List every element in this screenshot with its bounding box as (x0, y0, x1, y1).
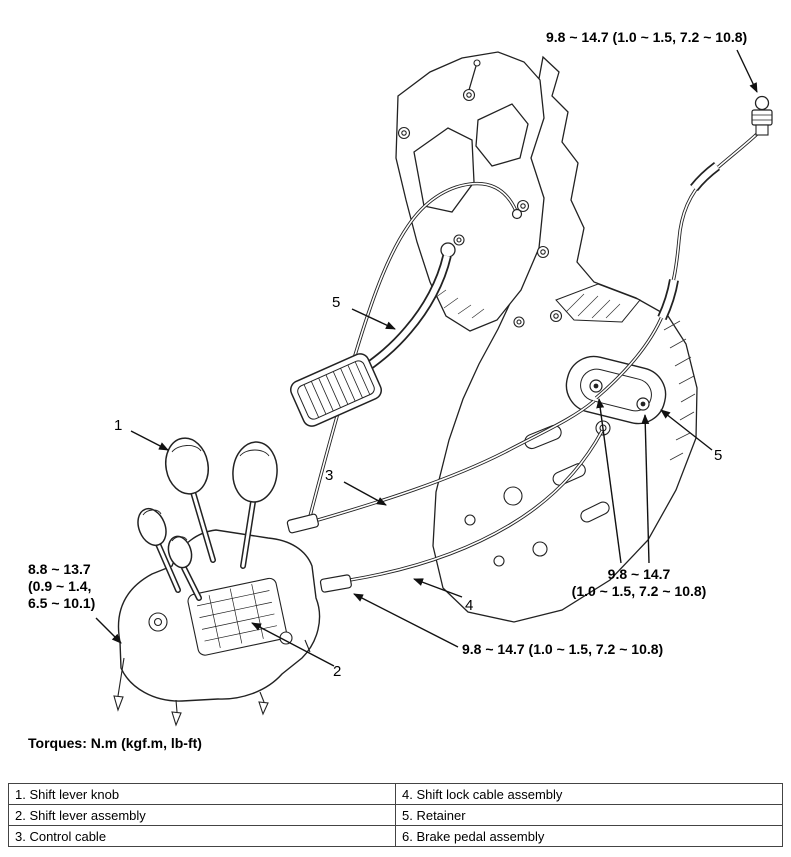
torque-line: 9.8 ~ 14.7 (607, 566, 671, 582)
legend-item-1: 1. Shift lever knob (9, 784, 396, 805)
legend-item-5: 5. Retainer (396, 805, 783, 826)
torque-line: 6.5 ~ 10.1) (28, 595, 96, 611)
torque-line: (0.9 ~ 1.4, (28, 578, 92, 594)
torque-line: (1.0 ~ 1.5, 7.2 ~ 10.8) (571, 583, 707, 599)
torque-annotation-shifter-mount (28, 561, 95, 612)
torque-line: 8.8 ~ 13.7 (28, 561, 91, 577)
torque-units-note: Torques: N.m (kgf.m, lb-ft) (28, 735, 202, 751)
legend-row (9, 805, 783, 826)
torque-annotation-top: 9.8 ~ 14.7 (1.0 ~ 1.5, 7.2 ~ 10.8) (546, 29, 748, 45)
cable-end-fitting-drawing (752, 97, 772, 136)
torque-annotation-cable-end: 9.8 ~ 14.7 (1.0 ~ 1.5, 7.2 ~ 10.8) (462, 641, 664, 657)
legend-row (9, 784, 783, 805)
parts-legend-table (8, 783, 783, 847)
callout-shift-lever-assembly: 2 (333, 663, 342, 680)
shift-lever-drawing (114, 435, 320, 725)
legend-item-3: 3. Control cable (9, 826, 396, 847)
torque-annotation-dash-retainer (557, 566, 721, 600)
legend-item-4: 4. Shift lock cable assembly (396, 784, 783, 805)
callout-shift-lock-cable: 4 (465, 597, 474, 614)
legend-item-2: 2. Shift lever assembly (9, 805, 396, 826)
callout-shift-lever-knob: 1 (114, 417, 123, 434)
callout-retainer-dash: 5 (714, 447, 723, 464)
callout-control-cable: 3 (325, 467, 334, 484)
legend-item-6: 6. Brake pedal assembly (396, 826, 783, 847)
callout-retainer-pedal: 5 (332, 294, 341, 311)
legend-row (9, 826, 783, 847)
